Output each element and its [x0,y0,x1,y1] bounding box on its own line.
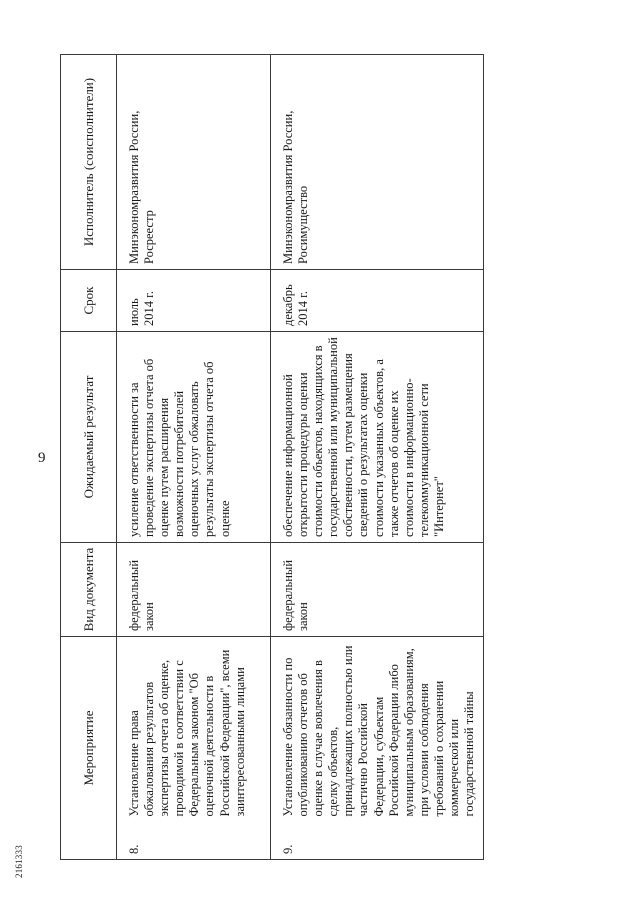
row-event: Установление права обжалования результатов экспертизы отчета об оценке, проводимой в соответствии с Федеральным законом "Об оценочной деятельности в Российской Федерации", всеми заинтересованными лицами [117,637,271,822]
rotated-table-container [60,55,570,860]
page-number: 9 [38,450,46,466]
table-row [117,55,271,860]
header-event: Мероприятие [61,637,117,860]
row-executor: Минэкономразвития России, Росреестр [117,55,271,270]
row-result: усиление ответственности за проведение экспертизы отчета об оценке путем расширения возможности потребителей оценочных услуг обжаловать результаты экспертизы отчета об оценке [117,332,271,543]
row-deadline: июль 2014 г. [117,270,271,332]
activity-table [60,54,484,860]
table-header-row [61,55,117,860]
table-row [271,55,484,860]
row-executor: Минэкономразвития России, Росимущество [271,55,484,270]
row-deadline: декабрь 2014 г. [271,270,484,332]
row-number: 8. [117,822,271,860]
row-doc-type: федеральный закон [271,543,484,637]
header-doc-type: Вид документа [61,543,117,637]
header-executor: Исполнитель (соисполнители) [61,55,117,270]
header-result: Ожидаемый результат [61,332,117,543]
row-number: 9. [271,822,484,860]
row-event: Установление обязанности по опубликованию отчетов об оценке в случае вовлечения в сделку объектов, принадлежащих полностью или частично Российской Федерации, субъектам Российской Федерации либо муниципальным образованиям, при условии соблюдения требований о сохранении коммерческой или государственной тайны [271,637,484,822]
row-result: обеспечение информационной открытости процедуры оценки стоимости объектов, находящихся в государственной или муниципальной собственности, путем размещения сведений о результатах оценки стоимости указанных объектов, а также отчетов об оценке их стоимости в информационно-телекоммуникационной сети "Интернет" [271,332,484,543]
row-doc-type: федеральный закон [117,543,271,637]
document-code: 2161333 [14,845,24,878]
header-deadline: Срок [61,270,117,332]
